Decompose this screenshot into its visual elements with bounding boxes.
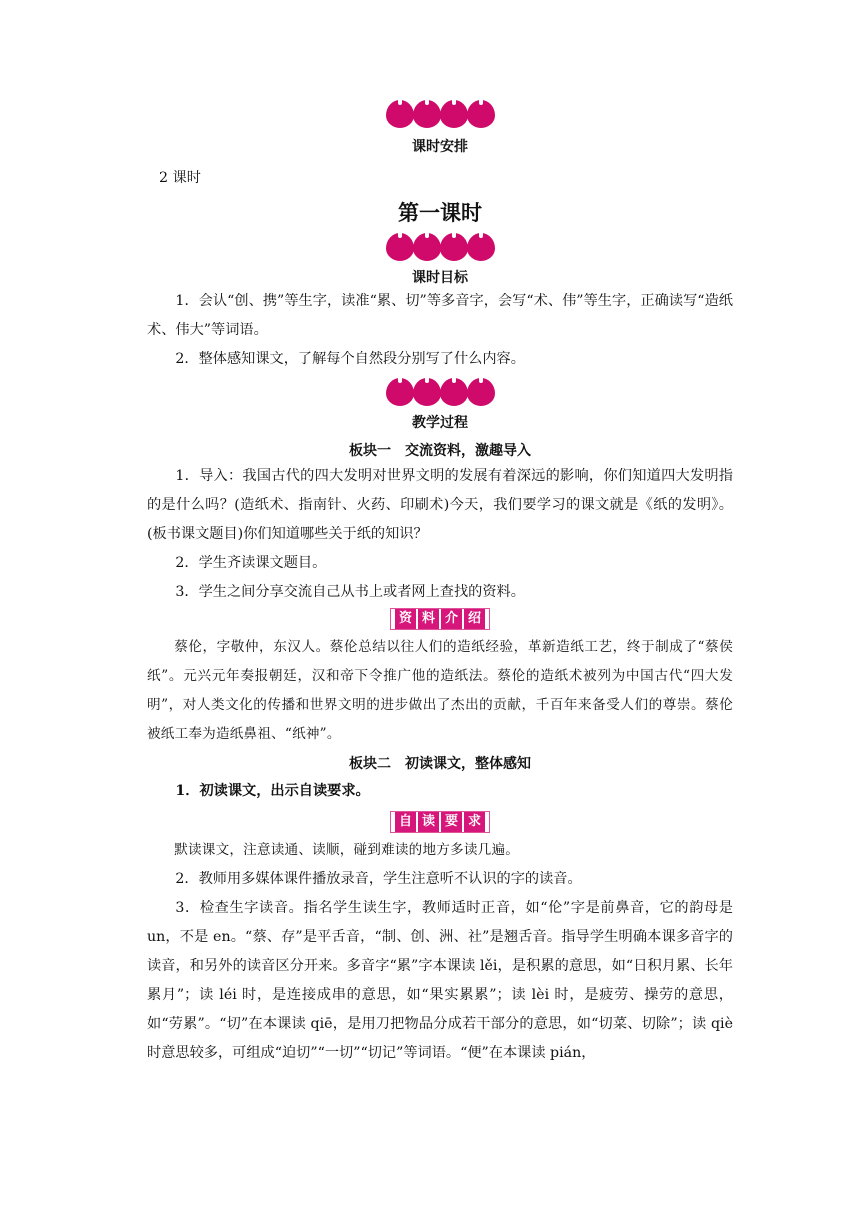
schedule-value: 2 课时	[159, 170, 201, 186]
process-heading: 教学过程	[412, 415, 468, 431]
goal-item: 2．整体感知课文，了解每个自然段分别写了什么内容。	[175, 351, 525, 367]
requirement-text: 默读课文，注意读通、读顺，碰到难读的地方多读几遍。	[174, 842, 520, 858]
block2-item: 2．教师用多媒体课件播放录音，学生注意听不认识的字的读音。	[175, 871, 582, 887]
block1-item: 3．学生之间分享交流自己从书上或者网上查找的资料。	[175, 584, 525, 600]
lesson-title: 第一课时	[398, 201, 482, 225]
material-text: 蔡伦，字敬仲，东汉人。蔡伦总结以往人们的造纸经验，革新造纸工艺，终于制成了“蔡侯纸”。元兴元年奏报朝廷，汉和帝下令推广他的造纸法。蔡伦的造纸术被列为中国古代“四大发明”，对人类文化的传播和世界文明的进步做出了杰出的贡献，千百年来备受人们的尊崇。蔡伦被纸工奉为造纸鼻祖、“纸神”。	[147, 639, 733, 742]
document-body	[147, 100, 733, 1068]
material-tag: 资 料 介 绍	[147, 607, 733, 633]
schedule-heading: 课时安排	[412, 139, 468, 155]
block2-item: 3．检查生字读音。指名学生读生字，教师适时正音，如“伦”字是前鼻音，它的韵母是 un，不是 en。“蔡、存”是平舌音，“制、创、洲、社”是翘舌音。指导学生明确本课多音字的读音，和另外的读音区分开来。多音字“累”字本课读 lěi，是积累的意思，如“日积月累、长年累月”；读 léi 时，是连接成串的意思，如“果实累累”；读 lèi 时，是疲劳、操劳的意思，如“劳累”。“切”在本课读 qiē，是用刀把物品分成若干部分的意思，如“切菜、切除”；读 qiè时意思较多，可组成“迫切”“一切”“切记”等词语。“便”在本课读 pián，	[147, 900, 733, 1061]
goal-item: 1．会认“创、携”等生字，读准“累、切”等多音字，会写“术、伟”等生字，正确读写“造纸术、伟大”等词语。	[147, 293, 733, 338]
block1-item: 1．导入：我国古代的四大发明对世界文明的发展有着深远的影响，你们知道四大发明指的是什么吗？(造纸术、指南针、火药、印刷术)今天，我们要学习的课文就是《纸的发明》。(板书课文题目)你们知道哪些关于纸的知识？	[147, 468, 733, 542]
block2-item: 1．初读课文，出示自读要求。	[175, 783, 370, 799]
flower-divider-icon	[147, 378, 733, 408]
reading-requirement-tag: 自 读 要 求	[147, 810, 733, 836]
flower-divider-icon	[147, 100, 733, 130]
flower-divider-icon	[147, 233, 733, 263]
block1-title: 板块一 交流资料，激趣导入	[349, 443, 531, 459]
goals-heading: 课时目标	[412, 270, 468, 286]
block2-title: 板块二 初读课文，整体感知	[349, 756, 531, 772]
block1-item: 2．学生齐读课文题目。	[175, 555, 327, 571]
